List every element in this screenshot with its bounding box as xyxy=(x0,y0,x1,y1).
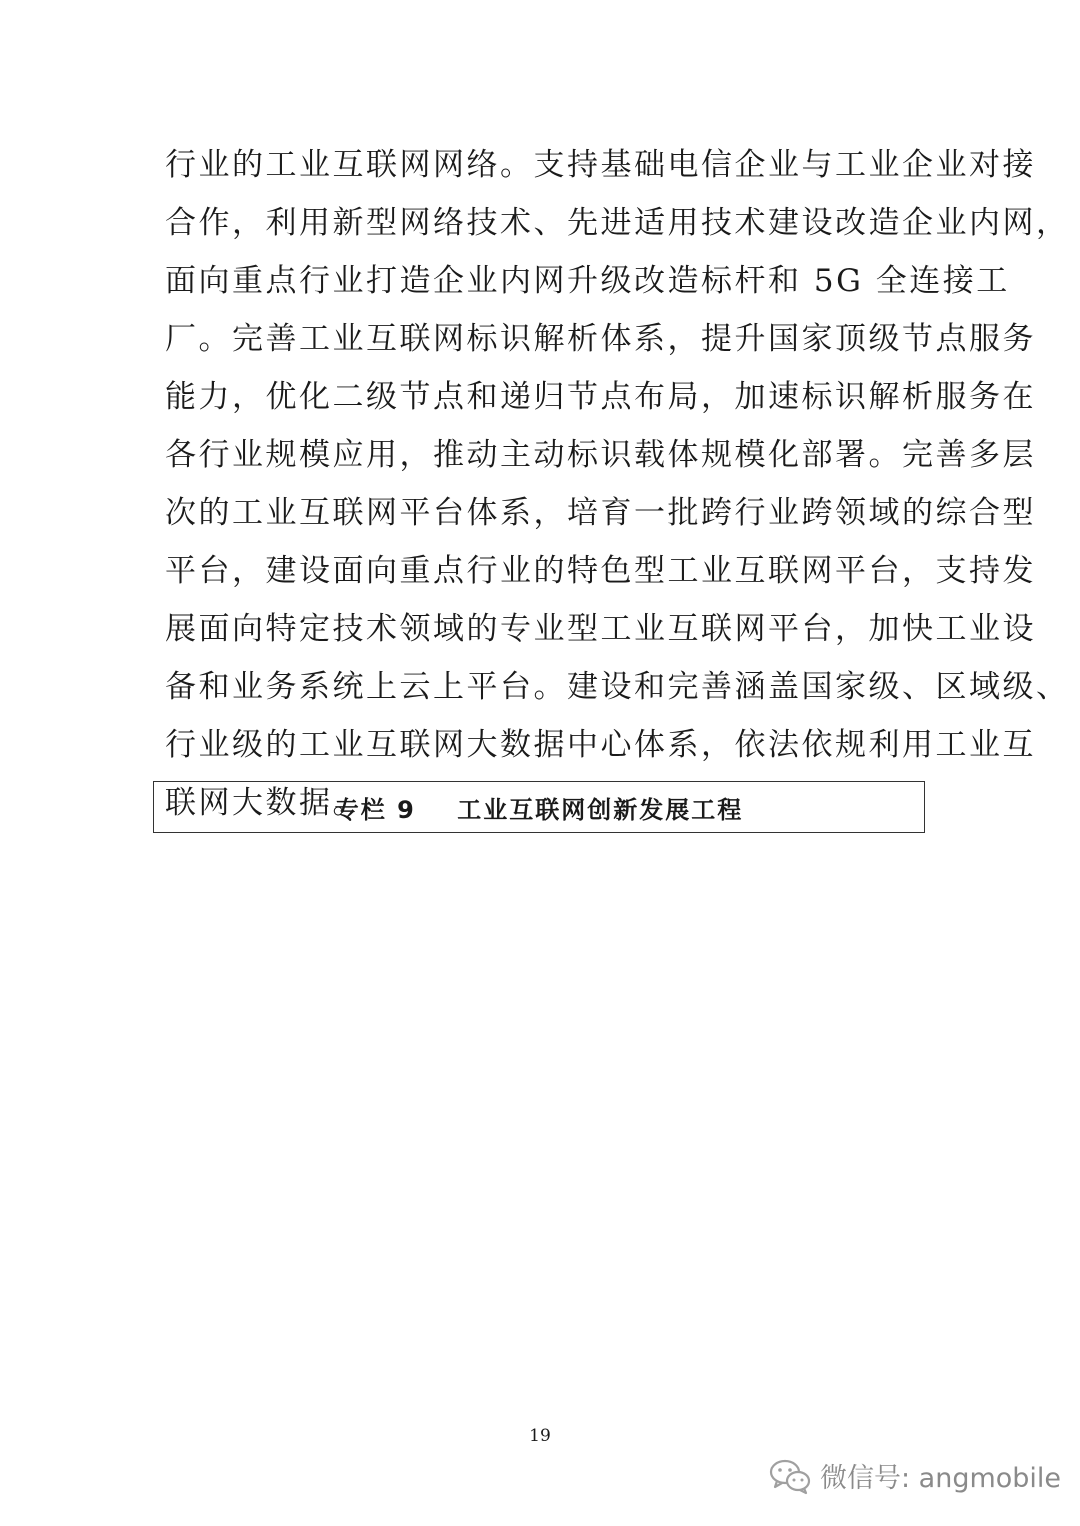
text-line: 各行业规模应用，推动主动标识载体规模化部署。完善多层 xyxy=(165,437,1036,473)
text-line: 厂。完善工业互联网标识解析体系，提升国家顶级节点服务 xyxy=(165,321,1036,357)
text-line: 平台，建设面向重点行业的特色型工业互联网平台，支持发 xyxy=(165,553,1036,589)
page-number: 19 xyxy=(529,1426,551,1446)
text-line: 行业级的工业互联网大数据中心体系，依法依规利用工业互 xyxy=(165,727,1036,763)
text-line: 面向重点行业打造企业内网升级改造标杆和 5G 全连接工 xyxy=(165,263,1010,299)
text-line: 行业的工业互联网网络。支持基础电信企业与工业企业对接 xyxy=(165,147,1036,183)
text-line: 备和业务系统上云上平台。建设和完善涵盖国家级、区域级、 xyxy=(165,669,1070,705)
watermark-text: 微信号: angmobile xyxy=(820,1463,1062,1494)
text-line: 次的工业互联网平台体系，培育一批跨行业跨领域的综合型 xyxy=(165,495,1036,531)
text-line: 合作，利用新型网络技术、先进适用技术建设改造企业内网， xyxy=(165,205,1070,241)
text-line: 能力，优化二级节点和递归节点布局，加速标识解析服务在 xyxy=(165,379,1036,415)
text-line: 展面向特定技术领域的专业型工业互联网平台，加快工业设 xyxy=(165,611,1036,647)
watermark xyxy=(768,1456,1061,1495)
wechat-icon xyxy=(768,1457,812,1495)
text-line: 联网大数据。 xyxy=(165,785,366,821)
column-box-title: 专栏 9 工业互联网创新发展工程 xyxy=(334,795,744,824)
body-paragraph xyxy=(165,141,1070,837)
column-box xyxy=(153,781,925,833)
